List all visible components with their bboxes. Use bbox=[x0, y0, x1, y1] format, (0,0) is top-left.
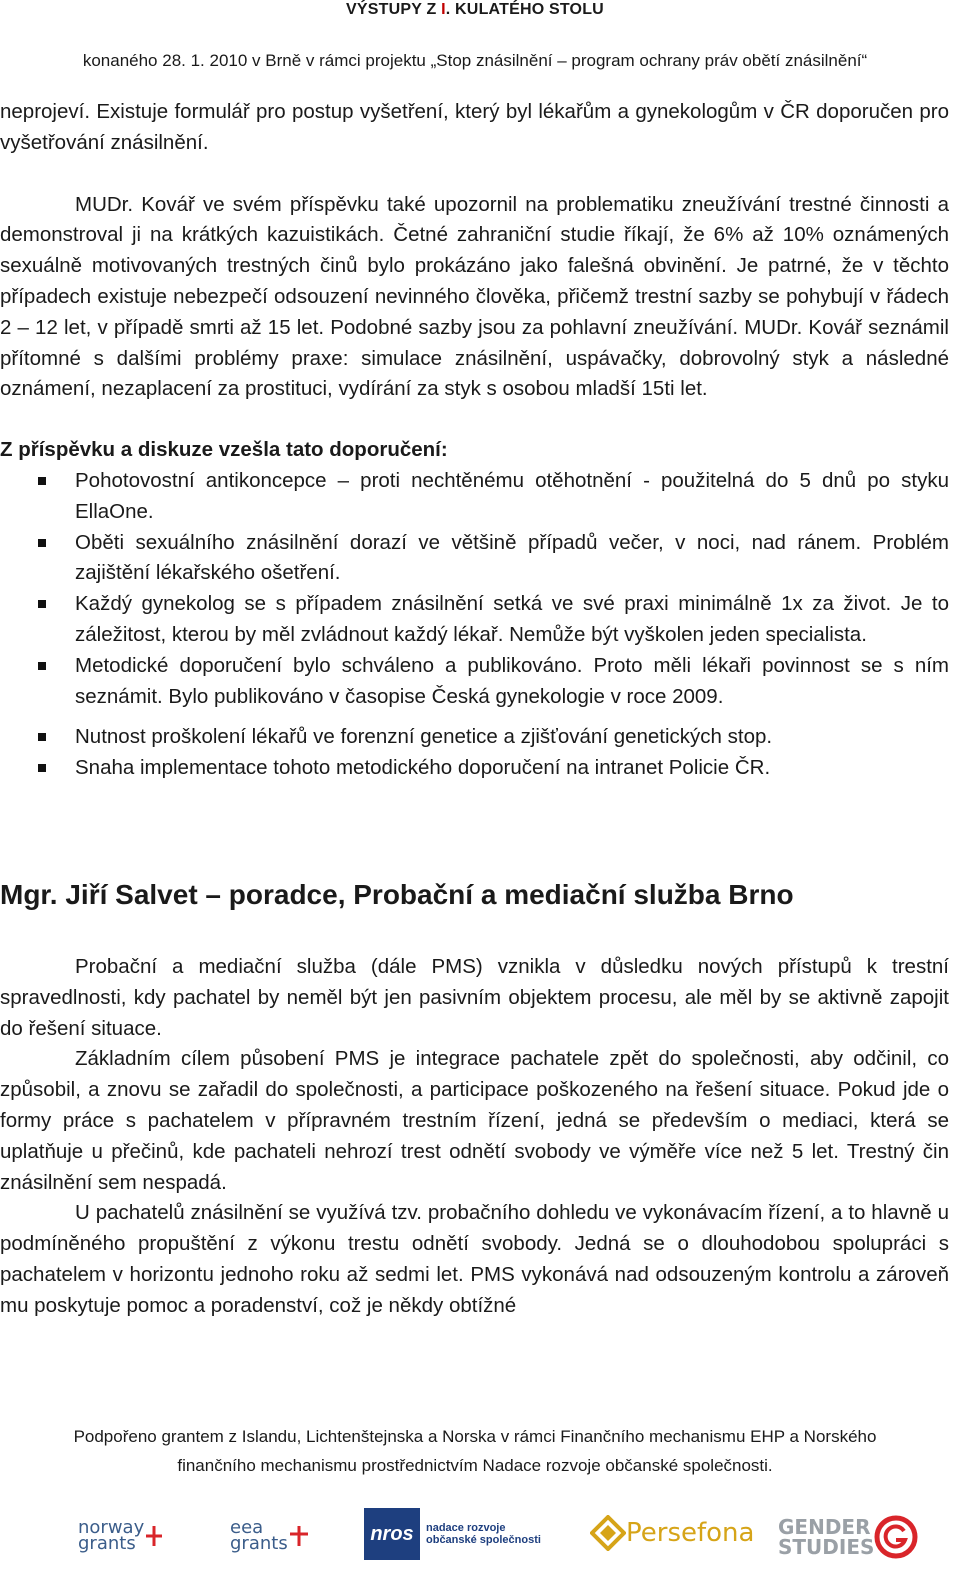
page-header-subtitle: konaného 28. 1. 2010 v Brně v rámci projektu „Stop znásilnění – program ochrany práv obětí znásilnění“ bbox=[82, 51, 868, 70]
norway-grants-logo: norway grants bbox=[78, 1520, 164, 1552]
document-body bbox=[0, 97, 949, 1322]
bullet-icon bbox=[38, 733, 46, 741]
section-heading-salvet: Mgr. Jiří Salvet – poradce, Probační a mediační služba Brno bbox=[0, 878, 794, 910]
paragraph-continuation: neprojeví. Existuje formulář pro postup vyšetření, který byl lékařům a gynekologům v ČR doporučen pro vyšetřování znásilnění. bbox=[0, 100, 949, 154]
bullet-icon bbox=[38, 539, 46, 547]
header-title-prefix: VÝSTUPY Z bbox=[346, 1, 442, 18]
eea-grants-logo: eea grants bbox=[230, 1520, 310, 1552]
bullet-icon bbox=[38, 600, 46, 608]
footer-line-2: finančního mechanismu prostřednictvím Nadace rozvoje občanské společnosti. bbox=[177, 1456, 773, 1475]
header-title-suffix: . KULATÉHO STOLU bbox=[445, 1, 604, 18]
recommendations-heading: Z příspěvku a diskuze vzešla tato doporučení: bbox=[0, 438, 448, 462]
list-item: Metodické doporučení bylo schváleno a publikováno. Proto měli lékaři povinnost se s ním seznámit. Bylo publikováno v časopise Česká gynekologie v roce 2009. bbox=[0, 651, 949, 713]
list-item: Snaha implementace tohoto metodického doporučení na intranet Policie ČR. bbox=[0, 753, 949, 784]
bullet-icon bbox=[38, 662, 46, 670]
list-item: Každý gynekolog se s případem znásilnění setká ve své praxi minimálně 1x za život. Je to záležitost, kterou by měl zvládnout každý lékař. Nemůže být vyškolen jeden specialista. bbox=[0, 589, 949, 651]
nros-mark: nros bbox=[364, 1508, 420, 1560]
persefona-logo: Persefona bbox=[590, 1515, 754, 1551]
footer-funding-note bbox=[0, 1422, 950, 1480]
paragraph-pms-intro: Probační a mediační služba (dále PMS) vznikla v důsledku nových přístupů k trestní spravedlnosti, kdy pachatel by neměl být jen pasivním objektem procesu, ale měl by se aktivně zapojit do řešení situace. bbox=[0, 954, 949, 1040]
footer-line-1: Podpořeno grantem z Islandu, Lichtenštejnska a Norska v rámci Finančního mechanismu EHP a Norského bbox=[73, 1427, 877, 1446]
sponsor-logos bbox=[0, 1505, 960, 1575]
header-title-roman: I bbox=[441, 1, 446, 18]
diamond-icon bbox=[590, 1515, 626, 1551]
cross-icon bbox=[144, 1524, 164, 1548]
star-cross-icon bbox=[288, 1524, 310, 1548]
nros-logo: nros nadace rozvoje občanské společnosti bbox=[364, 1508, 541, 1560]
recommendations-list bbox=[0, 466, 949, 784]
bullet-icon bbox=[38, 477, 46, 485]
list-item: Nutnost proškolení lékařů ve forenzní genetice a zjišťování genetických stop. bbox=[0, 722, 949, 753]
paragraph-kovar: MUDr. Kovář ve svém příspěvku také upozornil na problematiku zneužívání trestné činnosti a demonstroval ji na krátkých kazuistikách. Četné zahraniční studie říkají, že 6% až 10% oznámených sexuálně motivovaných trestných činů bylo prokázáno jako falešná obvinění. Je patrné, že v těchto případech existuje nebezpečí odsouzení nevinného člověka, přičemž trestní sazby se pohybují v řádech 2 – 12 let, v případě smrti až 15 let. Podobné sazby jsou za pohlavní zneužívání. MUDr. Kovář seznámil přítomné s dalšími problémy praxe: simulace znásilnění, uspávačky, dobrovolný styk a následné oznámení, nezaplacení za prostituci, vydírání za styk s osobou mladší 15ti let. bbox=[0, 192, 949, 401]
g-circle-icon bbox=[874, 1515, 918, 1559]
list-item: Pohotovostní antikoncepce – proti nechtěnému otěhotnění - použitelná do 5 dnů po styku EllaOne. bbox=[0, 466, 949, 528]
page-header-title bbox=[0, 0, 950, 20]
paragraph-pms-goal: Základním cílem působení PMS je integrace pachatele zpět do společnosti, aby odčinil, co způsobil, a znovu se zařadil do společnosti, a participace poškozeného na řešení situace. Pokud jde o formy práce s pachatelem v přípravném trestním řízení, jedná se především o mediaci, která se uplatňuje u přečinů, kde pachateli nehrozí trest odnětí svobody ve výměře více než 5 let. Trestný čin znásilnění sem nespadá. bbox=[0, 1047, 949, 1194]
list-item: Oběti sexuálního znásilnění dorazí ve většině případů večer, v noci, nad ránem. Problém zajištění lékařského ošetření. bbox=[0, 528, 949, 590]
bullet-icon bbox=[38, 764, 46, 772]
paragraph-pms-probation: U pachatelů znásilnění se využívá tzv. probačního dohledu ve vykonávacím řízení, a to hlavně u podmíněného propuštění z výkonu trestu odnětí svobody. Jedná se o dlouhodobou spolupráci s pachatelem v horizontu jednoho roku až sedmi let. PMS vykonává nad odsouzeným kontrolu a zároveň mu poskytuje pomoc a poradenství, což je někdy obtížné bbox=[0, 1201, 949, 1317]
gender-studies-logo: GENDER STUDIES bbox=[778, 1515, 918, 1559]
